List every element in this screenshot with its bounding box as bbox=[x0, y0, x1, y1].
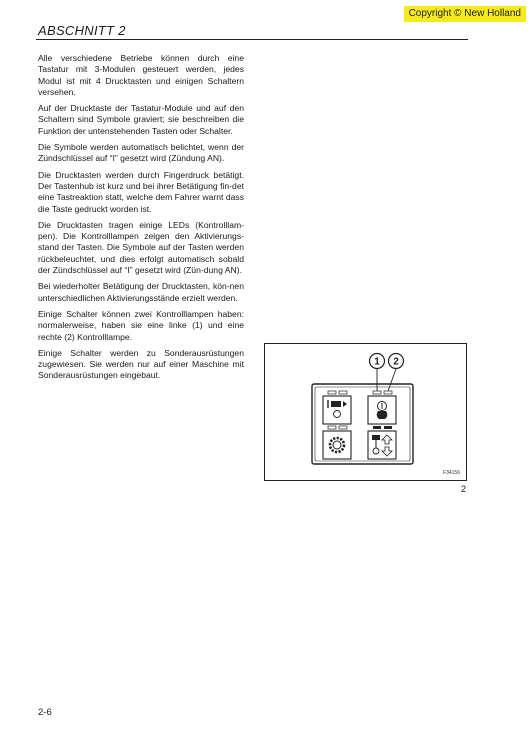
page-number: 2-6 bbox=[38, 707, 52, 718]
callout-2-label: 2 bbox=[393, 356, 399, 368]
keypad-figure bbox=[264, 343, 467, 481]
tipper-button-icon bbox=[323, 396, 351, 424]
callout-1-label: 1 bbox=[374, 356, 380, 368]
copyright-badge: Copyright © New Holland bbox=[404, 6, 526, 22]
header-rule bbox=[36, 39, 468, 40]
led-indicators-middle bbox=[328, 426, 392, 429]
body-text bbox=[38, 53, 244, 387]
paragraph: Auf der Drucktaste der Tastatur-Module und auf den Schaltern sind Symbole graviert; sie beschreiben die Funktion der untenstehenden Tasten oder Schalter. bbox=[38, 103, 244, 136]
raise-lower-button-icon bbox=[368, 431, 396, 459]
paragraph: Die Drucktasten werden durch Fingerdruck betätigt. Der Tastenhub ist kurz und bei ihrer Betätigung fin-det eine Tastreaktion statt, welche dem Fahrer warnt dass die Taste gedruckt worden ist. bbox=[38, 169, 244, 214]
gear-button-icon bbox=[323, 431, 351, 459]
figure-number: 2 bbox=[461, 484, 467, 494]
paragraph: Bei wiederholter Betätigung der Drucktasten, kön-nen unterschiedlichen Aktivierungsstände erzielt werden. bbox=[38, 281, 244, 303]
paragraph: Die Symbole werden automatisch belichtet, wenn der Zündschlüssel auf “I” gesetzt wird (Zündung AN). bbox=[38, 142, 244, 164]
led-indicators-top bbox=[328, 391, 392, 394]
callout-leader-2 bbox=[388, 369, 396, 391]
lift-button-icon bbox=[368, 396, 396, 424]
paragraph: Die Drucktasten tragen einige LEDs (Kontrolllam-pen). Die Kontrolllampen zeigen den Aktivierungs-stand der Tasten. Die Symbole auf der Tasten werden rückbeleuchtet, und dies erfolgt automatisch sobald der Zündschlüssel auf “I” gesetzt wird (Zün-dung AN). bbox=[38, 219, 244, 276]
section-title: ABSCHNITT 2 bbox=[38, 23, 126, 38]
paragraph: Alle verschiedene Betriebe können durch eine Tastatur mit 3-Modulen gesteuert werden, jedes Modul ist mit 4 Drucktasten und einigen Schaltern versehen. bbox=[38, 53, 244, 97]
paragraph: Einige Schalter werden zu Sonderausrüstungen zugewiesen. Sie werden nur auf einer Maschine mit Sonderausrüstungen eingebaut. bbox=[38, 347, 244, 381]
figure-code: F34156 bbox=[443, 470, 460, 476]
paragraph: Einige Schalter können zwei Kontrolllampen haben: normalerweise, haben sie eine linke (1) und eine rechte (2) Kontrolllampe. bbox=[38, 308, 244, 342]
keypad-illustration bbox=[265, 344, 468, 482]
